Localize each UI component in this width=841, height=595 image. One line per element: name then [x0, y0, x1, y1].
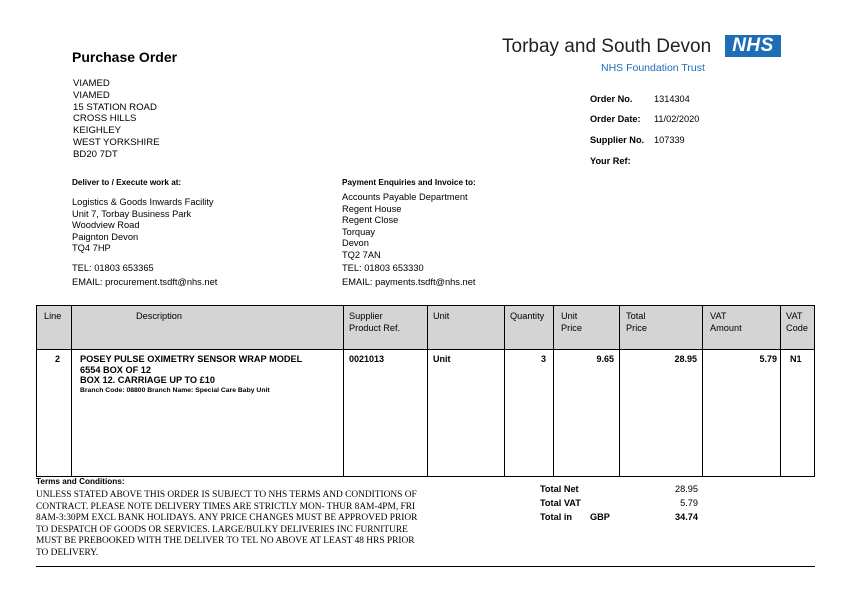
column-divider [343, 305, 344, 476]
total-label: Total in [540, 512, 572, 522]
terms-text [36, 490, 456, 560]
invoice-to-line: Regent Close [342, 215, 399, 225]
table-border [36, 305, 37, 476]
col-header-supplier-ref [349, 311, 400, 334]
deliver-to-line: Unit 7, Torbay Business Park [72, 208, 192, 219]
total-currency: GBP [590, 512, 610, 522]
column-divider [702, 305, 703, 476]
col-header-text: Price [561, 322, 582, 333]
deliver-to-email: EMAIL: procurement.tsdft@nhs.net [72, 277, 218, 287]
description-line: 6554 BOX OF 12 [80, 364, 151, 375]
nhs-logo-badge: NHS [725, 35, 781, 57]
deliver-to-tel: TEL: 01803 653365 [72, 263, 154, 273]
col-header-text: Unit [561, 311, 578, 321]
invoice-to-email: EMAIL: payments.tsdft@nhs.net [342, 277, 476, 287]
terms-line: TO DELIVERY. [36, 547, 99, 558]
col-header-text: Supplier [349, 311, 383, 321]
deliver-to-line: Woodview Road [72, 220, 140, 230]
column-divider [427, 305, 428, 476]
invoice-to-line: Accounts Payable Department [342, 192, 468, 202]
cell-total-price: 28.95 [674, 354, 697, 364]
total-net-label: Total Net [540, 484, 579, 494]
supplier-address-line: 15 STATION ROAD [73, 101, 157, 113]
supplier-no-label: Supplier No. [590, 135, 645, 145]
column-divider [71, 305, 72, 476]
supplier-address-line: BD20 7DT [73, 148, 118, 160]
org-logo-subtitle: NHS Foundation Trust [601, 62, 705, 74]
total-vat-label: Total VAT [540, 498, 581, 508]
invoice-to-heading: Payment Enquiries and Invoice to: [342, 178, 476, 187]
col-header-description: Description [136, 311, 182, 321]
col-header-quantity: Quantity [510, 311, 545, 321]
cell-description [80, 354, 342, 396]
description-line: POSEY PULSE OXIMETRY SENSOR WRAP MODEL [80, 354, 303, 364]
col-header-text: Code [786, 322, 808, 333]
total-vat-value: 5.79 [680, 498, 698, 508]
order-no-label: Order No. [590, 94, 633, 104]
col-header-vat-code [786, 311, 808, 334]
deliver-to-line: TQ4 7HP [72, 243, 111, 253]
order-date-value: 11/02/2020 [654, 114, 700, 124]
column-divider [553, 305, 554, 476]
cell-line: 2 [55, 354, 61, 364]
supplier-address-line: VIAMED [73, 89, 110, 101]
col-header-text: Price [626, 322, 647, 333]
terms-heading: Terms and Conditions: [36, 477, 125, 486]
branch-info: Branch Code: 08800 Branch Name: Special Care Baby Unit [80, 386, 270, 394]
supplier-address-line: WEST YORKSHIRE [73, 136, 160, 148]
cell-unit: Unit [433, 354, 451, 364]
supplier-address-line: KEIGHLEY [73, 125, 121, 137]
supplier-address-line: VIAMED [73, 78, 110, 89]
col-header-vat-amount [710, 311, 742, 334]
terms-line: CONTRACT. PLEASE NOTE DELIVERY TIMES ARE STRICTLY MON- THUR 8AM-4PM, FRI [36, 501, 416, 512]
cell-vat-code: N1 [790, 354, 802, 364]
supplier-address-line: CROSS HILLS [73, 113, 137, 125]
org-logo-text: Torbay and South Devon [502, 36, 712, 57]
col-header-line: Line [44, 311, 62, 321]
col-header-unit-price [561, 311, 582, 334]
terms-line: MUST BE PREBOOKED WITH THE DELIVER TO TEL NO ABOVE AT LEAST 48 HRS PRIOR [36, 536, 415, 547]
col-header-text: VAT [710, 311, 727, 321]
col-header-text: Total [626, 311, 646, 321]
total-value: 34.74 [675, 512, 698, 522]
terms-line: UNLESS STATED ABOVE THIS ORDER IS SUBJECT TO NHS TERMS AND CONDITIONS OF [36, 490, 417, 500]
cell-vat-amount: 5.79 [759, 354, 777, 364]
col-header-text: Amount [710, 322, 742, 333]
deliver-to-address [72, 197, 214, 255]
total-net-value: 28.95 [675, 484, 698, 494]
supplier-no-value: 107339 [654, 135, 685, 145]
col-header-total-price [626, 311, 647, 334]
deliver-to-heading: Deliver to / Execute work at: [72, 178, 182, 187]
invoice-to-line: Torquay [342, 226, 376, 237]
cell-quantity: 3 [540, 354, 546, 364]
description-line: BOX 12. CARRIAGE UP TO £10 [80, 375, 215, 385]
order-no-value: 1314304 [654, 94, 690, 104]
column-divider [504, 305, 505, 476]
invoice-to-address [342, 192, 468, 261]
table-border [814, 305, 815, 476]
deliver-to-line: Paignton Devon [72, 231, 139, 242]
your-ref-label: Your Ref: [590, 156, 631, 166]
col-header-text: Product Ref. [349, 322, 401, 333]
invoice-to-line: Devon [342, 238, 369, 248]
deliver-to-line: Logistics & Goods Inwards Facility [72, 197, 214, 207]
supplier-address [73, 78, 160, 161]
bottom-rule [36, 566, 815, 567]
invoice-to-line: Regent House [342, 203, 402, 214]
col-header-text: VAT [786, 311, 803, 321]
column-divider [780, 305, 781, 476]
cell-unit-price: 9.65 [596, 354, 614, 364]
terms-line: 8AM-3:30PM EXCL BANK HOLIDAYS. ANY PRICE CHANGES MUST BE APPROVED PRIOR [36, 513, 418, 524]
column-divider [619, 305, 620, 476]
cell-supplier-ref: 0021013 [349, 354, 385, 364]
order-date-label: Order Date: [590, 114, 641, 124]
invoice-to-tel: TEL: 01803 653330 [342, 263, 424, 273]
terms-line: TO DESPATCH OF GOODS OR SERVICES. LARGE/BULKY DELIVERIES INC FURNITURE [36, 524, 408, 535]
invoice-to-line: TQ2 7AN [342, 249, 381, 260]
page-title: Purchase Order [72, 49, 178, 65]
col-header-unit: Unit [433, 311, 450, 321]
